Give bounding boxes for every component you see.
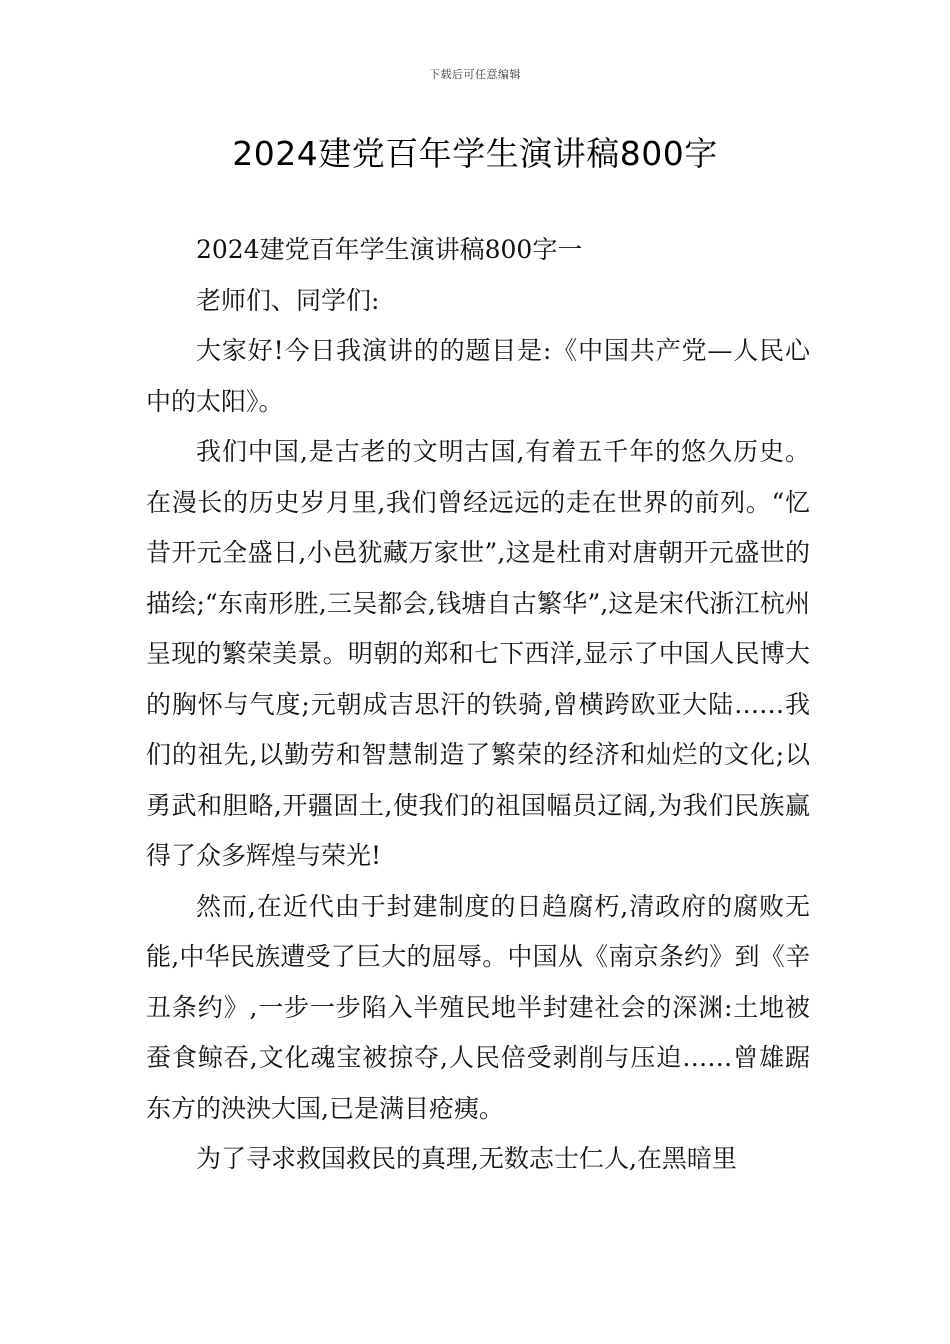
document-body [146,225,810,1185]
body-paragraph-history: 我们中国,是古老的文明古国,有着五千年的悠久历史。在漫长的历史岁月里,我们曾经远远的走在世界的前列。“忆昔开元全盛日,小邑犹藏万家世”,这是杜甫对唐朝开元盛世的描绘;“东南形胜,三吴都会,钱塘自古繁华”,这是宋代浙江杭州呈现的繁荣美景。明朝的郑和七下西洋,显示了中国人民博大的胸怀与气度;元朝成吉思汗的铁骑,曾横跨欧亚大陆……我们的祖先,以勤劳和智慧制造了繁荣的经济和灿烂的文化;以勇武和胆略,开疆固土,使我们的祖国幅员辽阔,为我们民族赢得了众多辉煌与荣光! [146,437,810,870]
body-paragraph-seeking-truth: 为了寻求救国救民的真理,无数志士仁人,在黑暗里 [196,1144,737,1173]
body-paragraph-salutation: 老师们、同学们: [196,285,380,315]
page-header-note: 下载后可任意编辑 [429,68,521,81]
body-paragraph-modern-era: 然而,在近代由于封建制度的日趋腐朽,清政府的腐败无能,中华民族遭受了巨大的屈辱。中国从《南京条约》到《辛丑条约》,一步一步陷入半殖民地半封建社会的深渊:土地被蚕食鲸吞,文化魂宝被掠夺,人民倍受剥削与压迫……曾雄踞东方的泱泱大国,已是满目疮痍。 [146,891,810,1123]
body-paragraph-greeting: 大家好!今日我演讲的的题目是:《中国共产党—人民心中的太阳》。 [146,336,810,416]
document-title: 2024建党百年学生演讲稿800字 [232,134,718,173]
body-paragraph-subtitle: 2024建党百年学生演讲稿800字一 [196,235,583,264]
